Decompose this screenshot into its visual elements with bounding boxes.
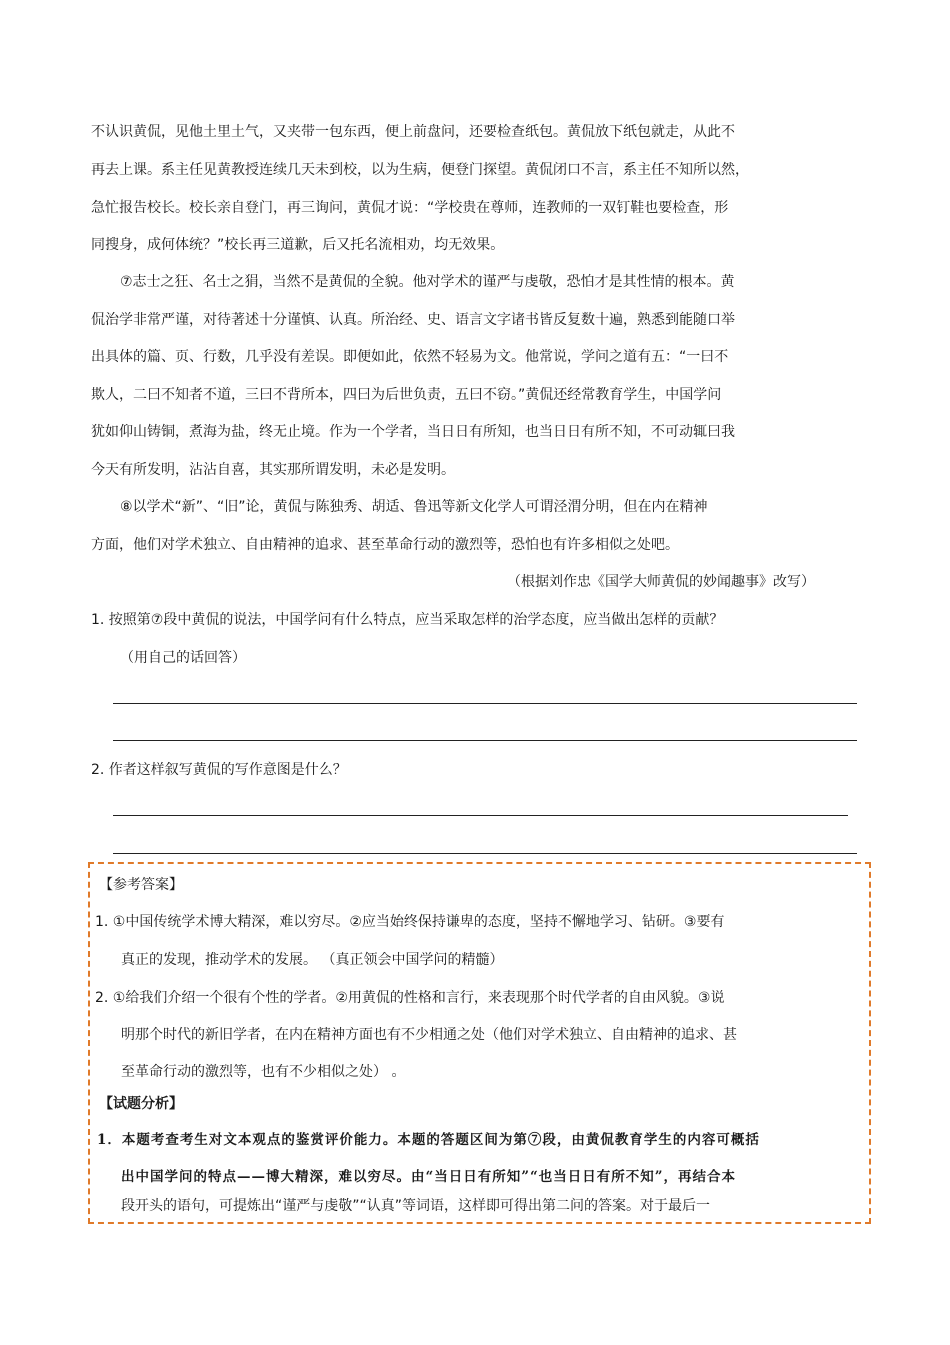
question-1-note: （用自己的话回答） bbox=[120, 650, 246, 666]
article-line: 再去上课。系主任见黄教授连续几天未到校，以为生病，便登门探望。黄侃闭口不言，系主任不知所以然， bbox=[91, 162, 749, 178]
analysis-heading: 【试题分析】 bbox=[99, 1096, 183, 1112]
analysis-line: 1．本题考查考生对文本观点的鉴赏评价能力。本题的答题区间为第⑦段，由黄侃教育学生的内容可概括 bbox=[97, 1132, 760, 1148]
analysis-line: 段开头的语句，可提炼出“谨严与虔敬”“认真”等词语，这样即可得出第二问的答案。对于最后一 bbox=[121, 1198, 711, 1214]
article-line: 同搜身，成何体统？”校长再三道歉，后又托名流相劝，均无效果。 bbox=[91, 237, 505, 253]
answer-2: 2. ①给我们介绍一个很有个性的学者。②用黄侃的性格和言行，来表现那个时代学者的自由风貌。③说 bbox=[95, 990, 725, 1006]
reference-answer-heading: 【参考答案】 bbox=[99, 877, 183, 893]
article-line: 今天有所发明，沾沾自喜，其实那所谓发明，未必是发明。 bbox=[91, 462, 455, 478]
article-line: 急忙报告校长。校长亲自登门，再三询问，黄侃才说：“学校贵在尊师，连教师的一双钉鞋也要检查，形 bbox=[91, 200, 729, 216]
paragraph-8-start: ⑧以学术“新”、“旧”论，黄侃与陈独秀、胡适、鲁迅等新文化学人可谓泾渭分明，但在内在精神 bbox=[120, 499, 708, 515]
question-1: 1. 按照第⑦段中黄侃的说法，中国学问有什么特点，应当采取怎样的治学态度，应当做出怎样的贡献？ bbox=[91, 612, 724, 628]
answer-2-cont: 明那个时代的新旧学者，在内在精神方面也有不少相通之处（他们对学术独立、自由精神的追求、甚 bbox=[121, 1027, 737, 1043]
answer-1: 1. ①中国传统学术博大精深，难以穷尽。②应当始终保持谦卑的态度，坚持不懈地学习、钻研。③要有 bbox=[95, 914, 725, 930]
paragraph-7-start: ⑦志士之狂、名士之狷，当然不是黄侃的全貌。他对学术的谨严与虔敬，恐怕才是其性情的根本。黄 bbox=[120, 274, 735, 290]
article-line: 欺人，二曰不知者不道，三曰不背所本，四曰为后世负责，五曰不窃。”黄侃还经常教育学生，中国学问 bbox=[91, 387, 722, 403]
article-line: 出具体的篇、页、行数，几乎没有差误。即便如此，依然不轻易为文。他常说，学问之道有五：“一曰不 bbox=[91, 349, 729, 365]
article-line: 不认识黄侃，见他土里土气，又夹带一包东西，便上前盘问，还要检查纸包。黄侃放下纸包就走，从此不 bbox=[91, 124, 735, 140]
article-line: 方面，他们对学术独立、自由精神的追求、甚至革命行动的激烈等，恐怕也有许多相似之处吧。 bbox=[91, 537, 679, 553]
source-citation: （根据刘作忠《国学大师黄侃的妙闻趣事》改写） bbox=[507, 574, 815, 590]
answer-line[interactable] bbox=[113, 740, 857, 741]
analysis-line: 出中国学问的特点——博大精深，难以穷尽。由“当日日有所知”“也当日日有所不知”，再结合本 bbox=[121, 1169, 737, 1185]
article-line: 侃治学非常严谨，对待著述十分谨慎、认真。所治经、史、语言文字诸书皆反复数十遍，熟悉到能随口举 bbox=[91, 312, 735, 328]
answer-line[interactable] bbox=[113, 853, 857, 854]
answer-line[interactable] bbox=[113, 703, 857, 704]
question-2: 2. 作者这样叙写黄侃的写作意图是什么？ bbox=[91, 762, 347, 778]
article-line: 犹如仰山铸铜，煮海为盐，终无止境。作为一个学者，当日日有所知，也当日日有所不知，不可动辄曰我 bbox=[91, 424, 735, 440]
answer-2-cont: 至革命行动的激烈等，也有不少相似之处） 。 bbox=[121, 1064, 406, 1080]
answer-1-cont: 真正的发现，推动学术的发展。 （真正领会中国学问的精髓） bbox=[121, 952, 504, 968]
answer-line[interactable] bbox=[113, 815, 848, 816]
